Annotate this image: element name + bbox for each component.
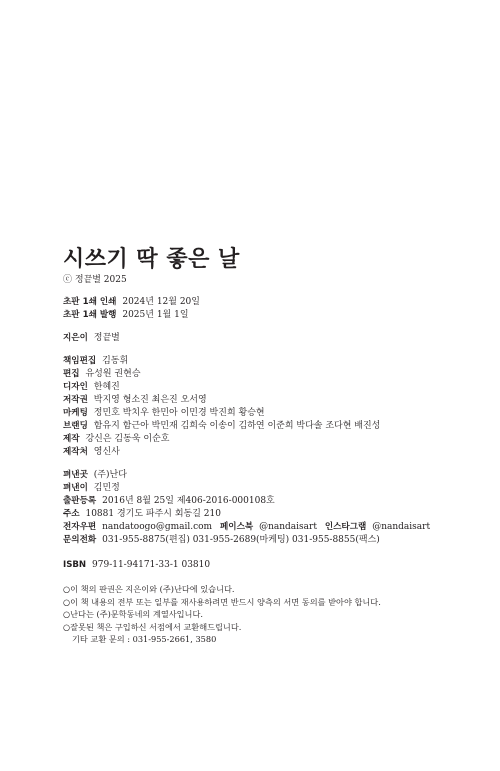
staff-label: 편집 <box>63 369 80 379</box>
publisher-label: 주소 <box>63 509 80 519</box>
staff-label: 저작권 <box>63 395 88 405</box>
phone-numbers: 031-955-8875(편집) 031-955-2689(마케팅) 031-955-8855(팩스) <box>102 535 380 545</box>
staff-value: 박지영 형소진 최은진 오서영 <box>93 395 207 405</box>
publisher-label: 출판등록 <box>63 496 97 506</box>
printing-row-first-publish <box>63 309 483 322</box>
printing-value: 2025년 1월 1일 <box>122 310 189 320</box>
staff-label: 브랜딩 <box>63 421 88 431</box>
printing-label: 초판 1쇄 인쇄 <box>63 297 117 307</box>
staff-label: 제작처 <box>63 447 88 457</box>
staff-row-branding <box>63 420 483 433</box>
book-title: 시쓰기 딱 좋은 날 <box>63 246 240 272</box>
notes-block <box>63 583 483 646</box>
printing-block <box>63 296 483 322</box>
contact-row-phone <box>63 534 483 547</box>
publisher-row-registration <box>63 495 483 508</box>
staff-label: 디자인 <box>63 382 88 392</box>
staff-block <box>63 355 483 459</box>
publisher-label: 펴낸곳 <box>63 470 88 480</box>
staff-value: 김동휘 <box>102 356 129 366</box>
staff-row-chief-editor <box>63 355 483 368</box>
staff-row-editing <box>63 368 483 381</box>
publisher-row-address <box>63 508 483 521</box>
copyright-line: ⓒ 정끝별 2025 <box>63 275 127 285</box>
note-exchange: ○잘못된 책은 구입하신 서점에서 교환해드립니다. <box>63 621 242 632</box>
publisher-value: 2016년 8월 25일 제406-2016-000108호 <box>102 496 275 506</box>
author-row <box>63 332 483 345</box>
publisher-row-house <box>63 469 483 482</box>
staff-label: 책임편집 <box>63 356 97 366</box>
staff-row-design <box>63 381 483 394</box>
author-label: 지은이 <box>63 333 88 343</box>
staff-row-rights <box>63 394 483 407</box>
printing-label: 초판 1쇄 발행 <box>63 310 117 320</box>
staff-value: 함유지 함근아 박민재 김희숙 이송이 김하연 이준희 박다솔 조다현 배진성 <box>93 421 381 431</box>
author-block <box>63 332 483 345</box>
facebook-label: 페이스북 <box>219 522 254 532</box>
publisher-value: 10881 경기도 파주시 회동길 210 <box>85 509 221 519</box>
facebook-handle[interactable]: @nandaisart <box>259 522 317 532</box>
staff-value: 정민호 박치우 한민아 이민경 박진희 황승현 <box>93 408 265 418</box>
publisher-block <box>63 469 483 547</box>
printing-value: 2024년 12월 20일 <box>122 297 200 307</box>
staff-label: 제작 <box>63 434 80 444</box>
note-reuse-consent: ○이 책 내용의 전부 또는 일부를 재사용하려면 반드시 양측의 서면 동의를 받아야 합니다. <box>63 596 381 607</box>
contact-row-online <box>63 521 483 534</box>
instagram-handle[interactable]: @nandaisart <box>372 522 431 532</box>
staff-value: 한혜진 <box>93 382 120 392</box>
printing-row-first-print <box>63 296 483 309</box>
author-name: 정끝별 <box>93 333 120 343</box>
note-copyright-holder: ○이 책의 판권은 지은이와 (주)난다에 있습니다. <box>63 584 235 594</box>
staff-row-printer <box>63 446 483 459</box>
staff-value: 강신은 김동욱 이순호 <box>85 434 170 444</box>
phone-label: 문의전화 <box>63 535 97 545</box>
email-label: 전자우편 <box>63 522 97 532</box>
note-affiliate: ○난다는 (주)문학동네의 계열사입니다. <box>63 609 203 619</box>
isbn-value: 979-11-94171-33-1 03810 <box>92 560 211 570</box>
email-link[interactable]: nandatoogo@gmail.com <box>102 522 213 532</box>
publisher-label: 펴낸이 <box>63 483 88 493</box>
staff-row-marketing <box>63 407 483 420</box>
staff-label: 마케팅 <box>63 408 88 418</box>
publisher-value: (주)난다 <box>93 470 127 480</box>
publisher-row-publisher <box>63 482 483 495</box>
isbn-line <box>63 559 483 571</box>
isbn-label: ISBN <box>63 560 87 570</box>
staff-row-production <box>63 433 483 446</box>
note-exchange-contact: 기타 교환 문의 : 031-955-2661, 3580 <box>72 634 217 644</box>
staff-value: 영신사 <box>93 447 120 457</box>
staff-value: 유성원 권현승 <box>85 369 141 379</box>
colophon-content <box>63 246 483 646</box>
instagram-label: 인스타그램 <box>324 522 367 532</box>
publisher-value: 김민정 <box>93 483 120 493</box>
